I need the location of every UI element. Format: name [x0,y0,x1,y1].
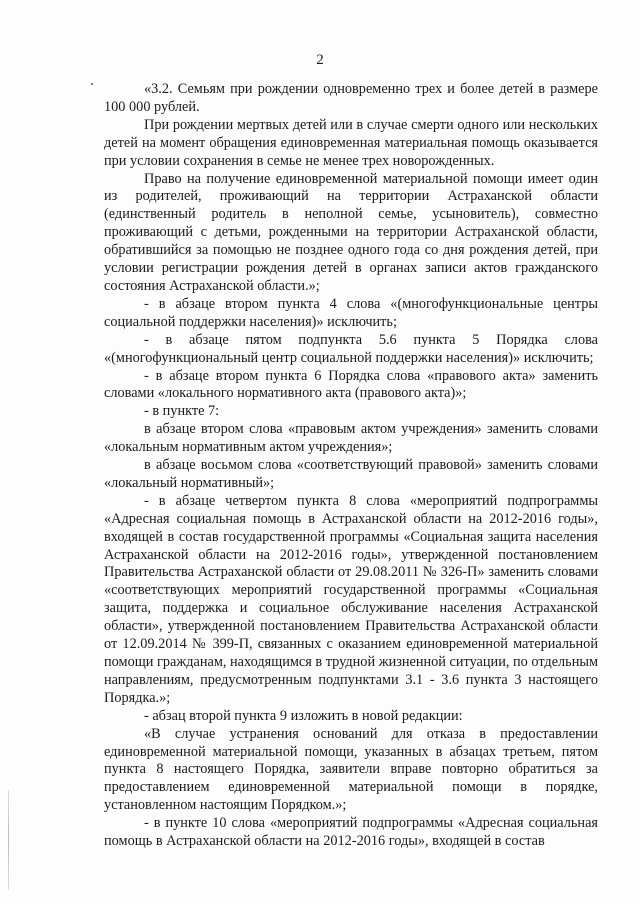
paragraph-amend-point-10: - в пункте 10 слова «мероприятий подпрограммы «Адресная социальная помощь в Астраханской области на 2012-2016 годы», входящей в состав [104,815,598,850]
paragraph-stillbirth-condition: При рождении мертвых детей или в случае смерти одного или нескольких детей на момент обращения единовременная материальная помощь оказывается при условии сохранения в семье не менее трех новорожденных. [104,116,598,169]
paragraph-point-9-new-text: «В случае устранения оснований для отказа в предоставлении единовременной материальной помощи, указанных в абзацах третьем, пятом пункта 8 настоящего Порядка, заявители вправе повторно обратиться за предоставлением единовременной материальной помощи в порядке, установленном настоящим Порядком.»; [104,725,598,814]
scan-speck [91,83,93,85]
paragraph-amend-point-8: - в абзаце четвертом пункта 8 слова «мероприятий подпрограммы «Адресная социальная помощь в Астраханской области на 2012-2016 годы», входящей в состав государственной программы «Социальная защита населения Астраханской области на 2012-2016 годы», утвержденной постановлением Правительства Астраханской области от 29.08.2011 № 326-П» заменить словами «соответствующих мероприятий государственной программы «Социальная защита, поддержка и социальное обслуживание населения Астраханской области», утвержденной постановлением Правительства Астраханской области от 12.09.2014 № 399-П, связанных с оказанием единовременной материальной помощи гражданам, находящимся в трудной жизненной ситуации, по отдельным направлениям, предусмотренным подпунктами 3.1 - 3.6 пункта 3 настоящего Порядка.»; [104,492,598,706]
paragraph-point-7-eighth: в абзаце восьмом слова «соответствующий правовой» заменить словами «локальный нормативный»; [104,457,598,491]
paragraph-point-7-second: в абзаце втором слова «правовым актом учреждения» заменить словами «локальным нормативным актом учреждения»; [104,421,598,456]
paragraph-amend-point-5: - в абзаце пятом подпункта 5.6 пункта 5 Порядка слова «(многофункциональный центр социальной поддержки населения)» исключить; [104,331,598,366]
scan-edge-line [8,790,9,890]
document-body [104,81,598,851]
paragraph-amend-point-9: - абзац второй пункта 9 изложить в новой редакции: [144,707,463,724]
paragraph-amend-point-4: - в абзаце втором пункта 4 слова «(многофункциональные центры социальной поддержки населения)» исключить; [104,295,598,330]
paragraph-amend-point-6: - в абзаце втором пункта 6 Порядка слова «правового акта» заменить словами «локального нормативного акта (правового акта)»; [104,367,598,402]
paragraph-3-2-amount: «3.2. Семьям при рождении одновременно трех и более детей в размере 100 000 рублей. [104,81,598,115]
page-number: 2 [316,52,324,68]
paragraph-amend-point-7: - в пункте 7: [144,403,220,420]
paragraph-eligibility: Право на получение единовременной материальной помощи имеет один из родителей, проживающий на территории Астраханской области (единственный родитель в неполной семье, усыновитель), совместно проживающий с детьми, рожденными на территории Астраханской области, обратившийся за помощью не позднее одного года со дня рождения детей, при условии регистрации рождения детей в органах записи актов гражданского состояния Астраханской области.»; [104,170,598,294]
